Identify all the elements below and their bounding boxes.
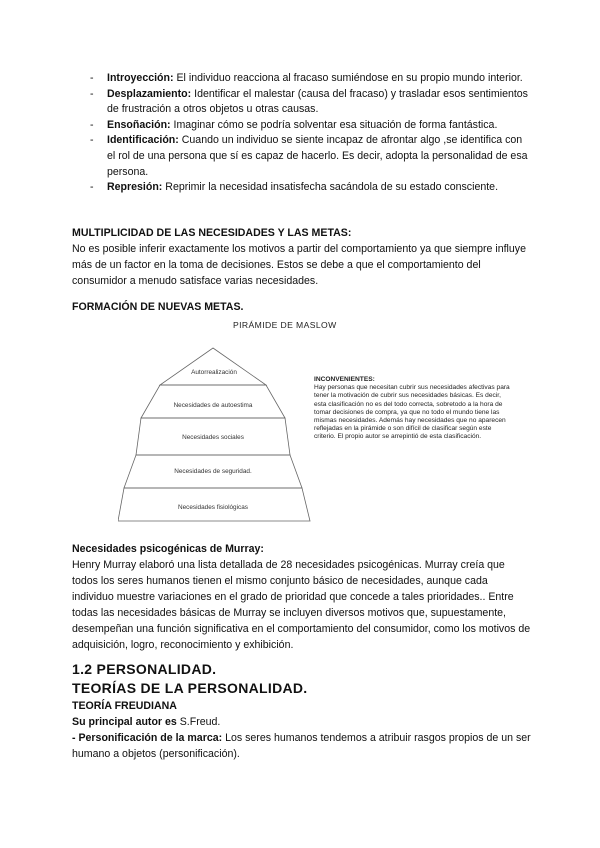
personificacion-paragraph: - Personificación de la marca: Los seres humanos tendemos a atribuir rasgos propios de un ser humano a objetos (personificación). (72, 732, 531, 760)
list-item: - Represión: Reprimir la necesidad insatisfecha sacándola de su estado consciente. (90, 180, 530, 196)
inconvenientes-title: INCONVENIENTES: (314, 376, 375, 383)
teorias-heading: TEORÍAS DE LA PERSONALIDAD. (72, 680, 308, 696)
level-label: Necesidades sociales (182, 434, 244, 441)
level-label: Necesidades fisiológicas (178, 504, 248, 511)
level-label: Necesidades de autoestima (173, 402, 253, 409)
freudiana-section (72, 698, 532, 762)
figure-title: PIRÁMIDE DE MASLOW (233, 320, 337, 330)
murray-section (72, 541, 532, 653)
formacion-heading: FORMACIÓN DE NUEVAS METAS. (72, 301, 244, 313)
list-item: - Desplazamiento: Identificar el malestar (causa del fracaso) y trasladar esos sentimientos de frustración a otros objetos u otras causas. (90, 87, 530, 118)
murray-body: Henry Murray elaboró una lista detallada de 28 necesidades psicogénicas. Murray creía que todos los seres humanos tienen el mismo conjunto básico de necesidades, aunque cada individuo muestre variaciones en el grado de prioridad que concede a tales prioridades.. Entre todas las necesidades básicas de Murray se incluyen diversos motivos que, supuestamente, desempeñan una función significativa en el comportamiento del consumidor, como los motivos de adquisición, logro, reconocimiento y exhibición. (72, 559, 531, 651)
freudiana-heading: TEORÍA FREUDIANA (72, 700, 177, 712)
autor-line: Su principal autor es S.Freud. (72, 716, 221, 728)
defense-mechanisms-list (90, 71, 530, 196)
list-item: - Ensoñación: Imaginar cómo se podría solventar esa situación de forma fantástica. (90, 118, 530, 134)
list-item: - Introyección: El individuo reacciona al fracaso sumiéndose en su propio mundo interior. (90, 71, 530, 87)
level-label: Autorrealización (191, 369, 237, 376)
level-label: Necesidades de seguridad. (174, 468, 252, 475)
maslow-pyramid (118, 318, 314, 526)
multiplicidad-heading: MULTIPLICIDAD DE LAS NECESIDADES Y LAS METAS: (72, 227, 352, 239)
list-item: - Identificación: Cuando un individuo se siente incapaz de afrontar algo ,se identifica con el rol de una persona que sí es capaz de hacerlo. Es decir, adopta la personalidad de esa persona. (90, 133, 530, 180)
pyramid-level-apex (160, 348, 266, 385)
multiplicidad-body: No es posible inferir exactamente los motivos a partir del comportamiento ya que siempre influye más de un factor en la toma de decisiones. Estos se debe a que el comportamiento del consumidor a menudo satisface varias necesidades. (72, 243, 526, 287)
inconvenientes-text: Hay personas que necesitan cubrir sus necesidades afectivas para tener la motivación de cubrir sus necesidades básicas. Es decir, esta clasificación no es del todo correcta, sobretodo a la hora de tomar decisiones de compra, ya que no todo el mundo tiene las mismas necesidades. Además hay necesidades que no aparecen reflejadas en la pirámide o son difícil de clasificar según este criterio. El propio autor se arrepintió de esta clasificación. (314, 384, 510, 441)
murray-heading: Necesidades psicogénicas de Murray: (72, 543, 264, 555)
multiplicidad-section (72, 225, 532, 289)
maslow-figure (118, 318, 510, 526)
section-heading-1-2: 1.2 PERSONALIDAD. (72, 661, 217, 677)
inconvenientes-box (314, 376, 514, 442)
